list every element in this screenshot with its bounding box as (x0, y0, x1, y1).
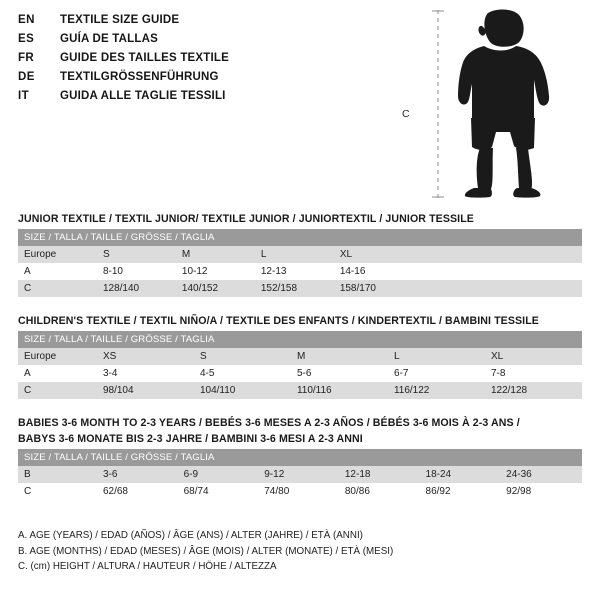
section-childrens-textile (18, 315, 582, 399)
cell: 104/110 (194, 382, 291, 399)
cell: 12-18 (339, 466, 420, 483)
table-row (18, 246, 582, 263)
table-row (18, 483, 582, 500)
cell: 152/158 (255, 280, 334, 297)
row-label: A (18, 365, 97, 382)
language-code: DE (18, 71, 35, 83)
row-label: C (18, 280, 97, 297)
table-row (18, 280, 582, 297)
cell: 68/74 (178, 483, 259, 500)
language-row-es (18, 33, 438, 52)
section-title: JUNIOR TEXTILE / TEXTIL JUNIOR/ TEXTILE JUNIOR / JUNIORTEXTIL / JUNIOR TESSILE (18, 213, 474, 225)
language-code: FR (18, 52, 35, 64)
cell: 80/86 (339, 483, 420, 500)
cell: L (255, 246, 334, 263)
cell: 10-12 (176, 263, 255, 280)
cell-empty (413, 263, 582, 280)
legend-line-a: A. AGE (YEARS) / EDAD (AÑOS) / ÂGE (ANS) / ALTER (JAHRE) / ETÀ (ANNI) (18, 530, 363, 541)
language-row-it (18, 90, 438, 109)
cell: M (176, 246, 255, 263)
table-subheader-label: SIZE / TALLA / TAILLE / GRÖSSE / TAGLIA (18, 449, 582, 466)
figure-height-label: C (402, 108, 410, 120)
language-row-de (18, 71, 438, 90)
cell: 12-13 (255, 263, 334, 280)
cell: S (97, 246, 176, 263)
section-title: CHILDREN'S TEXTILE / TEXTIL NIÑO/A / TEXTILE DES ENFANTS / KINDERTEXTIL / BAMBINI TESSILE (18, 315, 539, 327)
cell: XS (97, 348, 194, 365)
cell: 6-7 (388, 365, 485, 382)
language-title: GUÍA DE TALLAS (60, 33, 158, 45)
cell: 140/152 (176, 280, 255, 297)
junior-size-table (18, 229, 582, 297)
section-babies-textile (18, 417, 582, 500)
language-title-block (18, 14, 438, 109)
table-row (18, 348, 582, 365)
cell: 8-10 (97, 263, 176, 280)
row-label: C (18, 483, 97, 500)
cell: 122/128 (485, 382, 582, 399)
cell: 92/98 (500, 483, 582, 500)
language-row-fr (18, 52, 438, 71)
table-subheader-row (18, 229, 582, 246)
section-title-line2: BABYS 3-6 MONATE BIS 2-3 JAHRE / BAMBINI 3-6 MESI A 2-3 ANNI (18, 433, 363, 445)
cell-empty (413, 246, 582, 263)
cell: 7-8 (485, 365, 582, 382)
cell: 9-12 (258, 466, 339, 483)
legend-line-b: B. AGE (MONTHS) / EDAD (MESES) / ÂGE (MOIS) / ALTER (MONATE) / ETÀ (MESI) (18, 545, 394, 557)
legend-block (18, 528, 582, 575)
cell-empty (413, 280, 582, 297)
cell: 116/122 (388, 382, 485, 399)
child-silhouette-icon (424, 8, 574, 200)
row-label: A (18, 263, 97, 280)
cell: 14-16 (334, 263, 413, 280)
cell: 74/80 (258, 483, 339, 500)
language-code: ES (18, 33, 35, 45)
table-row (18, 263, 582, 280)
table-row (18, 365, 582, 382)
children-size-table (18, 331, 582, 399)
figure-panel (402, 8, 574, 200)
section-title: BABIES 3-6 MONTH TO 2-3 YEARS / BEBÉS 3-6 MESES A 2-3 AÑOS / BÉBÉS 3-6 MOIS À 2-3 ANS / (18, 417, 520, 429)
language-title: GUIDA ALLE TAGLIE TESSILI (60, 90, 226, 102)
cell: 62/68 (97, 483, 178, 500)
language-title: TEXTILE SIZE GUIDE (60, 14, 180, 26)
table-subheader-row (18, 331, 582, 348)
row-label: Europe (18, 246, 97, 263)
row-label: B (18, 466, 97, 483)
section-junior-textile (18, 213, 582, 297)
cell: XL (485, 348, 582, 365)
language-code: IT (18, 90, 30, 102)
cell: M (291, 348, 388, 365)
table-row (18, 466, 582, 483)
table-subheader-row (18, 449, 582, 466)
language-title: TEXTILGRÖSSENFÜHRUNG (60, 71, 219, 83)
table-subheader-label: SIZE / TALLA / TAILLE / GRÖSSE / TAGLIA (18, 229, 582, 246)
language-row-en (18, 14, 438, 33)
row-label: C (18, 382, 97, 399)
cell: 4-5 (194, 365, 291, 382)
language-title: GUIDE DES TAILLES TEXTILE (60, 52, 229, 64)
language-code: EN (18, 14, 35, 26)
cell: 128/140 (97, 280, 176, 297)
cell: 3-6 (97, 466, 178, 483)
cell: 5-6 (291, 365, 388, 382)
cell: 98/104 (97, 382, 194, 399)
cell: 86/92 (420, 483, 501, 500)
babies-size-table (18, 449, 582, 500)
table-subheader-label: SIZE / TALLA / TAILLE / GRÖSSE / TAGLIA (18, 331, 582, 348)
cell: S (194, 348, 291, 365)
cell: 110/116 (291, 382, 388, 399)
cell: L (388, 348, 485, 365)
cell: 24-36 (500, 466, 582, 483)
legend-line-c: C. (cm) HEIGHT / ALTURA / HAUTEUR / HÖHE / ALTEZZA (18, 561, 277, 572)
table-row (18, 382, 582, 399)
cell: XL (334, 246, 413, 263)
cell: 3-4 (97, 365, 194, 382)
cell: 158/170 (334, 280, 413, 297)
cell: 18-24 (420, 466, 501, 483)
row-label: Europe (18, 348, 97, 365)
cell: 6-9 (178, 466, 259, 483)
